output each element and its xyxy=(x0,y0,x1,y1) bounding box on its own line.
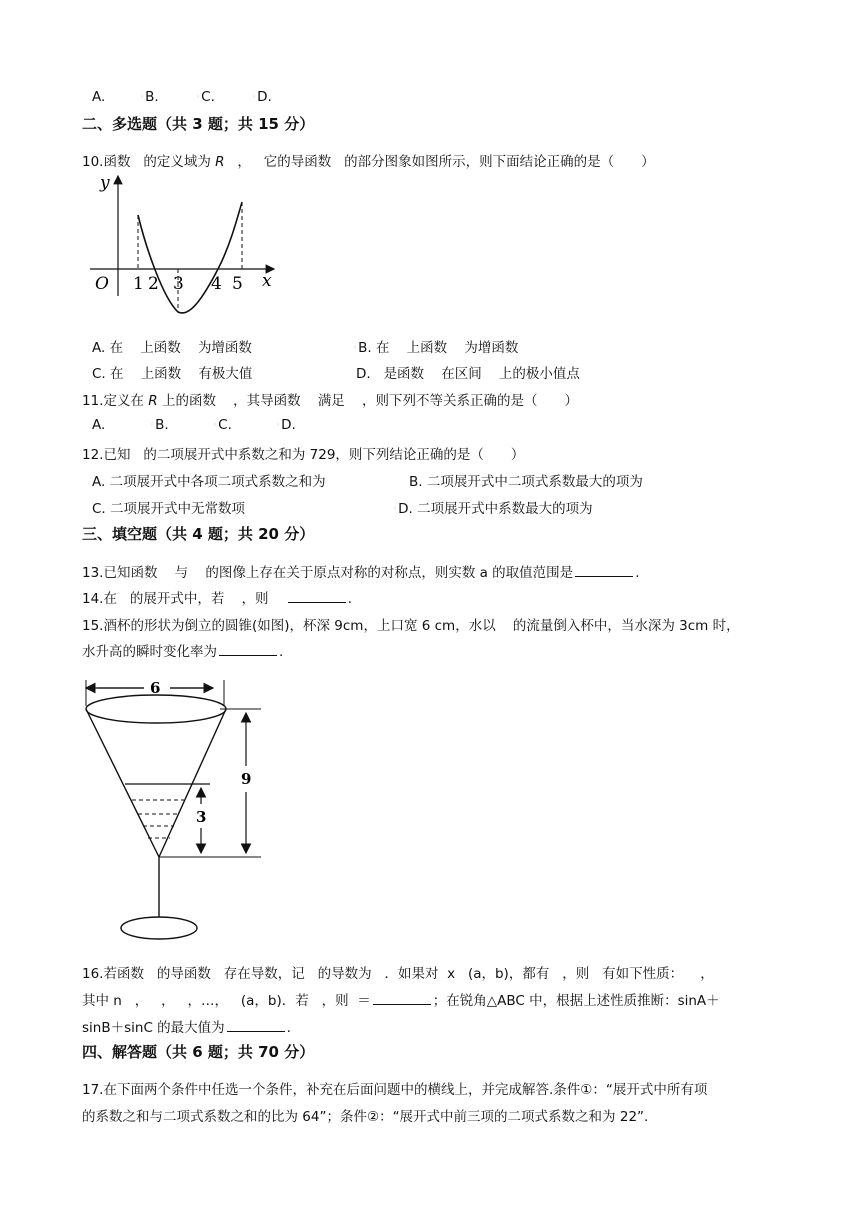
q15-stem-line2: 水升高的瞬时变化率为 . xyxy=(82,644,284,660)
q15-wine-glass-figure xyxy=(80,666,270,948)
water-depth-label: 3 xyxy=(196,808,207,826)
cone-left-side xyxy=(86,709,159,857)
top-width-label: 6 xyxy=(150,679,161,697)
q12-option-c: C. 二项展开式中无常数项 xyxy=(92,501,246,517)
q13-stem: 13.已知函数 与 的图像上存在关于原点对称的对称点，则实数 a 的取值范围是 . xyxy=(82,565,640,581)
cone-right-side xyxy=(159,709,226,857)
section-heading-multiple-choice: 二、多选题（共 3 题；共 15 分） xyxy=(82,115,315,133)
q12-stem: 12.已知 的二项展开式中系数之和为 729，则下列结论正确的是（ ） xyxy=(82,447,525,463)
q14-answer-blank xyxy=(288,590,346,603)
q11-stem: 11.定义在 R 上的函数 ，其导函数 满足 ，则下列不等关系正确的是（ ） xyxy=(82,393,578,409)
q10-derivative-graph xyxy=(86,168,286,318)
tick-label-4: 4 xyxy=(211,274,222,294)
tick-label-3: 3 xyxy=(173,274,184,294)
y-axis-label: y xyxy=(100,173,110,193)
q16-stem-line2: 其中 n ， ， ，…， (a，b)．若 ，则 ＝ ；在锐角△ABC 中，根据上述性质推断：sinA＋ xyxy=(82,993,720,1009)
q11-option-a: A. xyxy=(92,417,106,433)
q17-stem-line1: 17.在下面两个条件中任选一个条件，补充在后面问题中的横线上，并完成解答.条件①：“展开式中所有项 xyxy=(82,1082,708,1098)
q10-stem: 10.函数 的定义域为 R ， 它的导函数 的部分图象如图所示，则下面结论正确的是（ ） xyxy=(82,154,655,170)
q10-option-b: ◦B. 在 上函数 为增函数 xyxy=(353,340,519,356)
q16-stem-line1: 16.若函数 的导函数 存在导数，记 的导数为 ．如果对 x (a，b)，都有 ，则 有如下性质： ， xyxy=(82,966,714,982)
q12-option-a: A. 二项展开式中各项二项式系数之和为 xyxy=(92,474,326,490)
tick-label-1: 1 xyxy=(133,274,144,294)
q10-option-c: C. 在 上函数 有极大值 xyxy=(92,366,253,382)
q10-option-d: D. 是函数 在区间 上的极小值点 xyxy=(356,366,580,382)
q11-option-c: ◦C. xyxy=(213,417,232,433)
q11-option-d: ◦D. xyxy=(276,417,296,433)
q13-answer-blank xyxy=(575,564,633,577)
q11-option-b: ◦B. xyxy=(150,417,169,433)
x-axis-label: x xyxy=(262,271,272,291)
glass-base xyxy=(121,917,197,939)
q14-stem: 14.在 的展开式中，若 ，则 . xyxy=(82,591,352,607)
q15-answer-blank xyxy=(219,643,277,656)
q17-stem-line2: 的系数之和与二项式系数之和的比为 64”；条件②：“展开式中前三项的二项式系数之和为 22”. xyxy=(82,1109,649,1125)
q9-option-b: ◦B. xyxy=(140,89,159,105)
q9-option-c: ◦C. xyxy=(196,89,215,105)
cone-rim xyxy=(86,695,226,723)
derivative-curve xyxy=(138,202,242,313)
q16-answer-blank-1 xyxy=(373,992,431,1005)
q10-option-a: A. 在 上函数 为增函数 xyxy=(92,340,252,356)
origin-label: O xyxy=(95,274,109,294)
q9-option-a: A. xyxy=(92,89,106,105)
section-heading-free-response: 四、解答题（共 6 题；共 70 分） xyxy=(82,1043,315,1061)
q12-option-b: B. 二项展开式中二项式系数最大的项为 xyxy=(409,474,643,490)
tick-label-5: 5 xyxy=(232,274,243,294)
section-heading-fill-in: 三、填空题（共 4 题；共 20 分） xyxy=(82,525,315,543)
tick-label-2: 2 xyxy=(148,274,159,294)
q15-stem-line1: 15.酒杯的形状为倒立的圆锥(如图)，杯深 9cm，上口宽 6 cm，水以 的流量倒入杯中，当水深为 3cm 时， xyxy=(82,618,740,634)
depth-label: 9 xyxy=(241,770,252,788)
q16-answer-blank-2 xyxy=(227,1019,285,1032)
q12-option-d: ◦D. 二项展开式中系数最大的项为 xyxy=(393,501,593,517)
q9-option-d: ◦D. xyxy=(252,89,272,105)
q16-stem-line3: sinB＋sinC 的最大值为 . xyxy=(82,1020,291,1036)
